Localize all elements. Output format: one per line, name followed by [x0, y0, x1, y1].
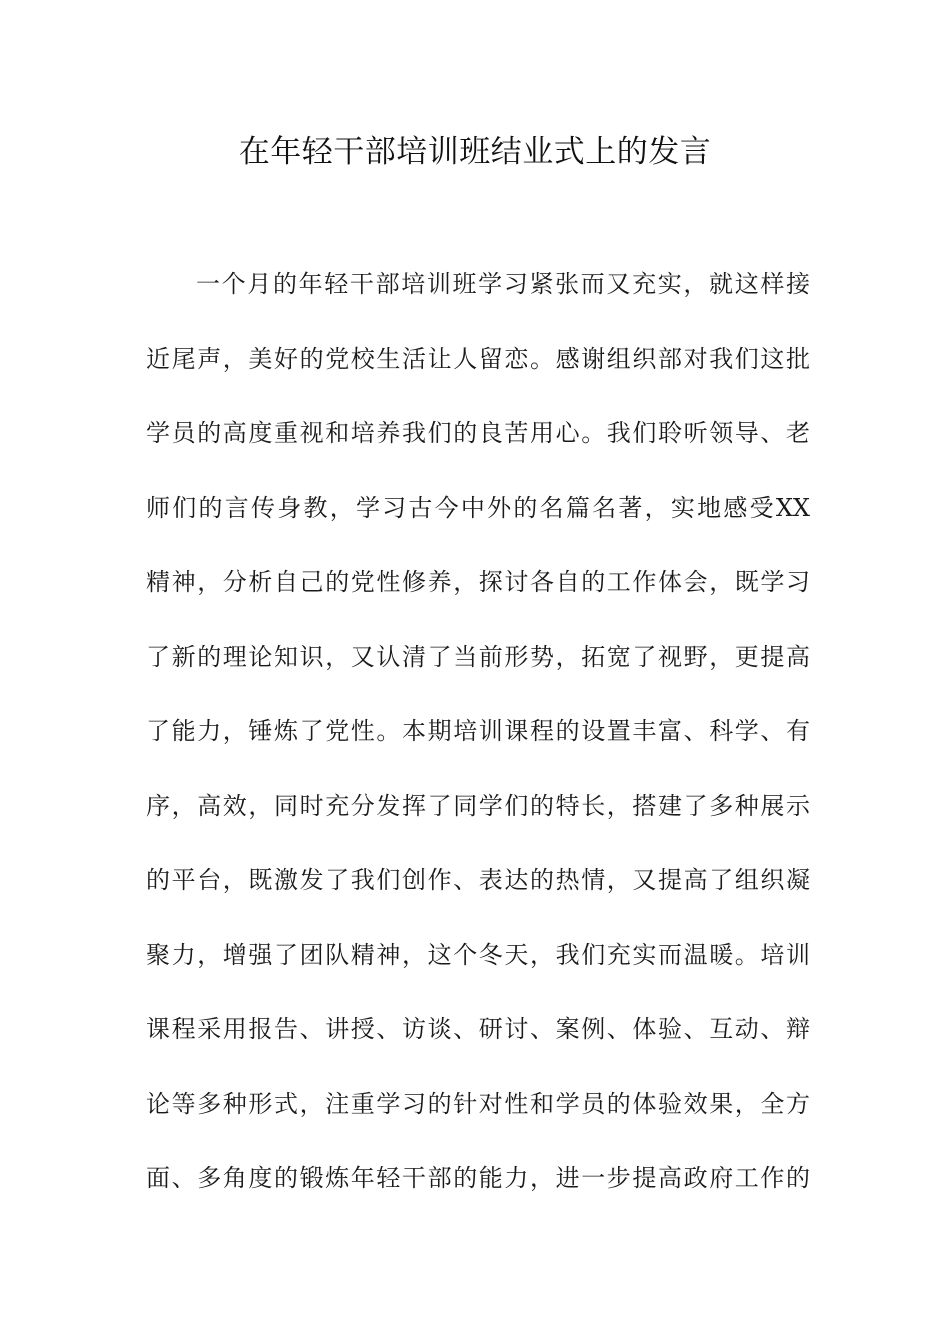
- line-text: 的平台，既激发了我们创作、表达的热情，又提高了组织凝: [146, 866, 810, 894]
- line-text: 聚力，增强了团队精神，这个冬天，我们充实而温暖。培训: [146, 940, 810, 969]
- paragraph-line: [146, 1009, 810, 1084]
- line-text: 精神，分析自己的党性修养，探讨各自的工作体会，既学习: [146, 568, 810, 596]
- line-text: 序，高效，同时充分发挥了同学们的特长，搭建了多种展示: [146, 791, 810, 820]
- paragraph-line: [146, 711, 810, 786]
- paragraph-line: [146, 935, 810, 1010]
- document-body: [146, 264, 810, 1233]
- line-text: 了能力，锤炼了党性。本期培训课程的设置丰富、科学、有: [146, 717, 810, 745]
- line-text: 师们的言传身教，学习古今中外的名篇名著，实地感受XX: [146, 493, 810, 522]
- line-text: 了新的理论知识，又认清了当前形势，拓宽了视野，更提高: [146, 642, 810, 671]
- document-title: 在年轻干部培训班结业式上的发言: [238, 134, 712, 170]
- paragraph-line: [146, 562, 810, 637]
- paragraph-line: [146, 1084, 810, 1159]
- paragraph-line: [146, 786, 810, 861]
- paragraph-line: [146, 1158, 810, 1233]
- paragraph-line: [146, 264, 810, 339]
- paragraph-line: [146, 488, 810, 563]
- line-text: 学员的高度重视和培养我们的良苦用心。我们聆听领导、老: [146, 419, 810, 447]
- line-text: 论等多种形式，注重学习的针对性和学员的体验效果，全方: [146, 1089, 810, 1118]
- line-text: 面、多角度的锻炼年轻干部的能力，进一步提高政府工作的: [146, 1164, 810, 1192]
- paragraph-line: [146, 860, 810, 935]
- paragraph-line: [146, 637, 810, 712]
- line-text: 课程采用报告、讲授、访谈、研讨、案例、体验、互动、辩: [146, 1015, 810, 1043]
- paragraph-line: [146, 413, 810, 488]
- line-text: 近尾声，美好的党校生活让人留恋。感谢组织部对我们这批: [146, 344, 810, 373]
- line-text: 一个月的年轻干部培训班学习紧张而又充实，就这样接: [196, 270, 810, 298]
- paragraph-line: [146, 339, 810, 414]
